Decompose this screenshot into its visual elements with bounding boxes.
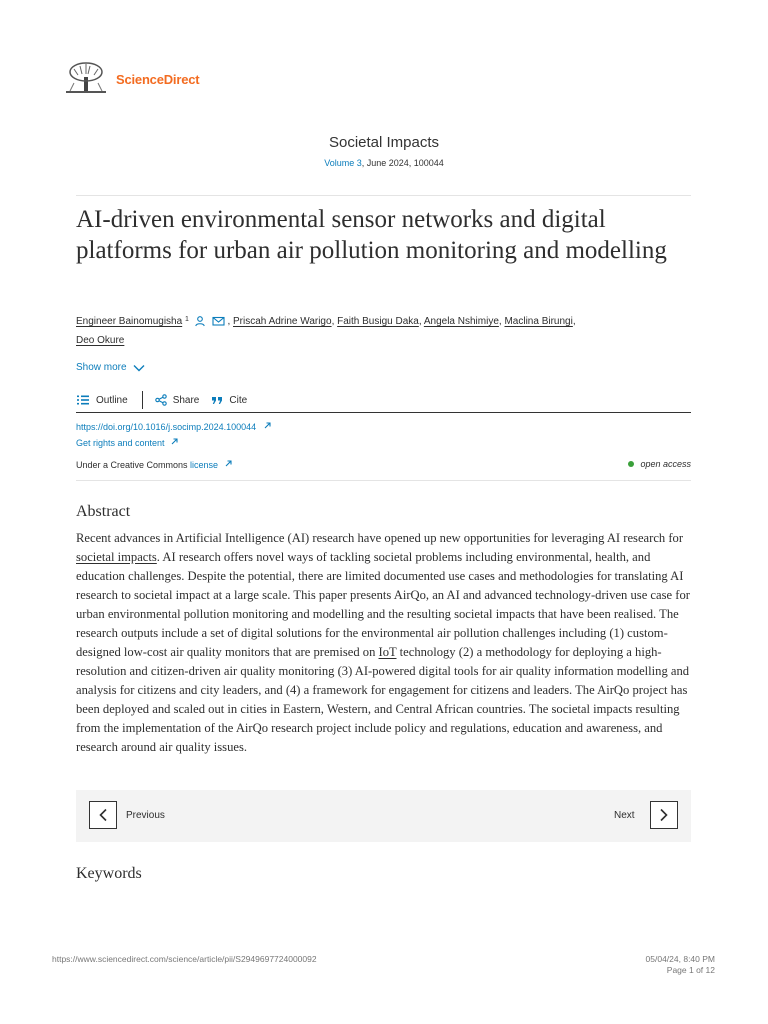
outline-button[interactable] (76, 394, 128, 406)
abstract-text (76, 529, 691, 757)
show-more-button[interactable] (76, 362, 145, 373)
open-access-badge (620, 459, 691, 469)
next-button[interactable] (650, 801, 678, 829)
issue-date: , June 2024, 100044 (361, 158, 444, 168)
sciencedirect-logo[interactable] (64, 60, 214, 98)
journal-title[interactable]: Societal Impacts (328, 134, 440, 151)
chevron-down-icon (133, 364, 145, 372)
print-info (560, 954, 715, 976)
toolbar-separator (142, 391, 143, 409)
keywords-heading: Keywords (76, 865, 142, 882)
open-access-label: open access (640, 459, 691, 469)
rights-link[interactable] (76, 437, 179, 448)
author-link[interactable]: Maclina Birungi (504, 316, 573, 327)
divider (76, 480, 691, 481)
abstract-segment: . AI research offers novel ways of tackling societal problems including environmental, health, and education challenges. Despite the potential, there are limited documented use cases and methodologies for translating AI research to societal impact at a large scale. This paper presents AirQo, an AI and advanced technology-driven use case for urban environmental pollution monitoring and modelling and the resulting societal impacts that have been realised. The research outputs include a set of digital solutions for the environmental air pollution challenges including (1) custom-designed low-cost air quality monitors that are premised on (76, 550, 690, 659)
doi-text: https://doi.org/10.1016/j.socimp.2024.100044 (76, 422, 257, 432)
author-link[interactable]: Deo Okure (76, 335, 125, 346)
author-link[interactable]: Faith Busigu Daka (337, 316, 419, 327)
next-label[interactable]: Next (614, 810, 635, 821)
author-sup: 1 (184, 316, 189, 323)
list-icon (76, 394, 90, 406)
author-link[interactable]: Angela Nshimiye (423, 316, 499, 327)
print-datetime: 05/04/24, 8:40 PM (645, 954, 715, 964)
previous-label[interactable]: Previous (126, 810, 165, 821)
volume-line (0, 158, 768, 168)
chevron-right-icon (659, 808, 669, 822)
elsevier-tree-icon (64, 61, 108, 97)
page-url: https://www.sciencedirect.com/science/article/pii/S2949697724000092 (52, 954, 317, 964)
societal-impacts-link[interactable]: societal impacts (76, 550, 157, 564)
article-toolbar (76, 388, 691, 412)
license-link[interactable]: license (190, 460, 219, 470)
share-button[interactable] (155, 394, 200, 406)
open-access-dot-icon (628, 461, 634, 467)
license-prefix: Under a Creative Commons (76, 460, 191, 470)
share-icon (155, 394, 167, 406)
brand-name: ScienceDirect (116, 71, 200, 87)
show-more-label: Show more (76, 362, 127, 373)
abstract-heading: Abstract (76, 503, 131, 520)
iot-link[interactable]: IoT (378, 645, 397, 659)
outline-label: Outline (96, 394, 128, 406)
article-title: AI-driven environmental sensor networks and digital platforms for urban air pollution monitoring and modelling (76, 206, 667, 264)
person-icon[interactable] (194, 315, 206, 327)
divider (76, 195, 691, 196)
external-link-icon (170, 437, 179, 446)
cite-label: Cite (229, 394, 248, 406)
previous-button[interactable] (89, 801, 117, 829)
author-link[interactable]: Priscah Adrine Warigo (233, 316, 332, 327)
author-list: Engineer Bainomugisha $^1$ , Priscah Adrine Warigo, Faith Busigu Daka, Angela Nshimiye, Maclina Birungi, Deo Okure (76, 316, 576, 346)
envelope-icon[interactable] (212, 316, 225, 326)
article-pager (76, 790, 691, 842)
rights-text: Get rights and content (76, 438, 165, 448)
volume-link[interactable]: Volume 3 (324, 158, 362, 168)
toolbar-rule (76, 412, 691, 413)
cite-button[interactable] (211, 395, 247, 406)
license-line (76, 459, 233, 470)
external-link-icon (224, 459, 233, 468)
page-number: Page 1 of 12 (666, 965, 715, 975)
quote-icon (211, 395, 223, 405)
doi-link[interactable] (76, 421, 272, 432)
share-label: Share (172, 394, 200, 406)
chevron-left-icon (98, 808, 108, 822)
abstract-segment: technology (2) a methodology for deploying a high-resolution and citizen-driven air quality monitoring (3) AI-powered digital tools for air quality information modelling and analysis for citizens and city leaders, and (4) a framework for engagement for citizens and leaders. The AirQo project has been deployed and scaled out in cities in Eastern, Western, and Central African countries. The societal impacts resulting from the implementation of the AirQo research project include policy and regulations, education and awareness, and research around air quality issues. (76, 645, 690, 754)
abstract-segment: Recent advances in Artificial Intelligence (AI) research have opened up new opportunities for leveraging AI research for (76, 531, 684, 545)
external-link-icon (263, 421, 272, 430)
author-link[interactable]: Engineer Bainomugisha (76, 316, 183, 327)
